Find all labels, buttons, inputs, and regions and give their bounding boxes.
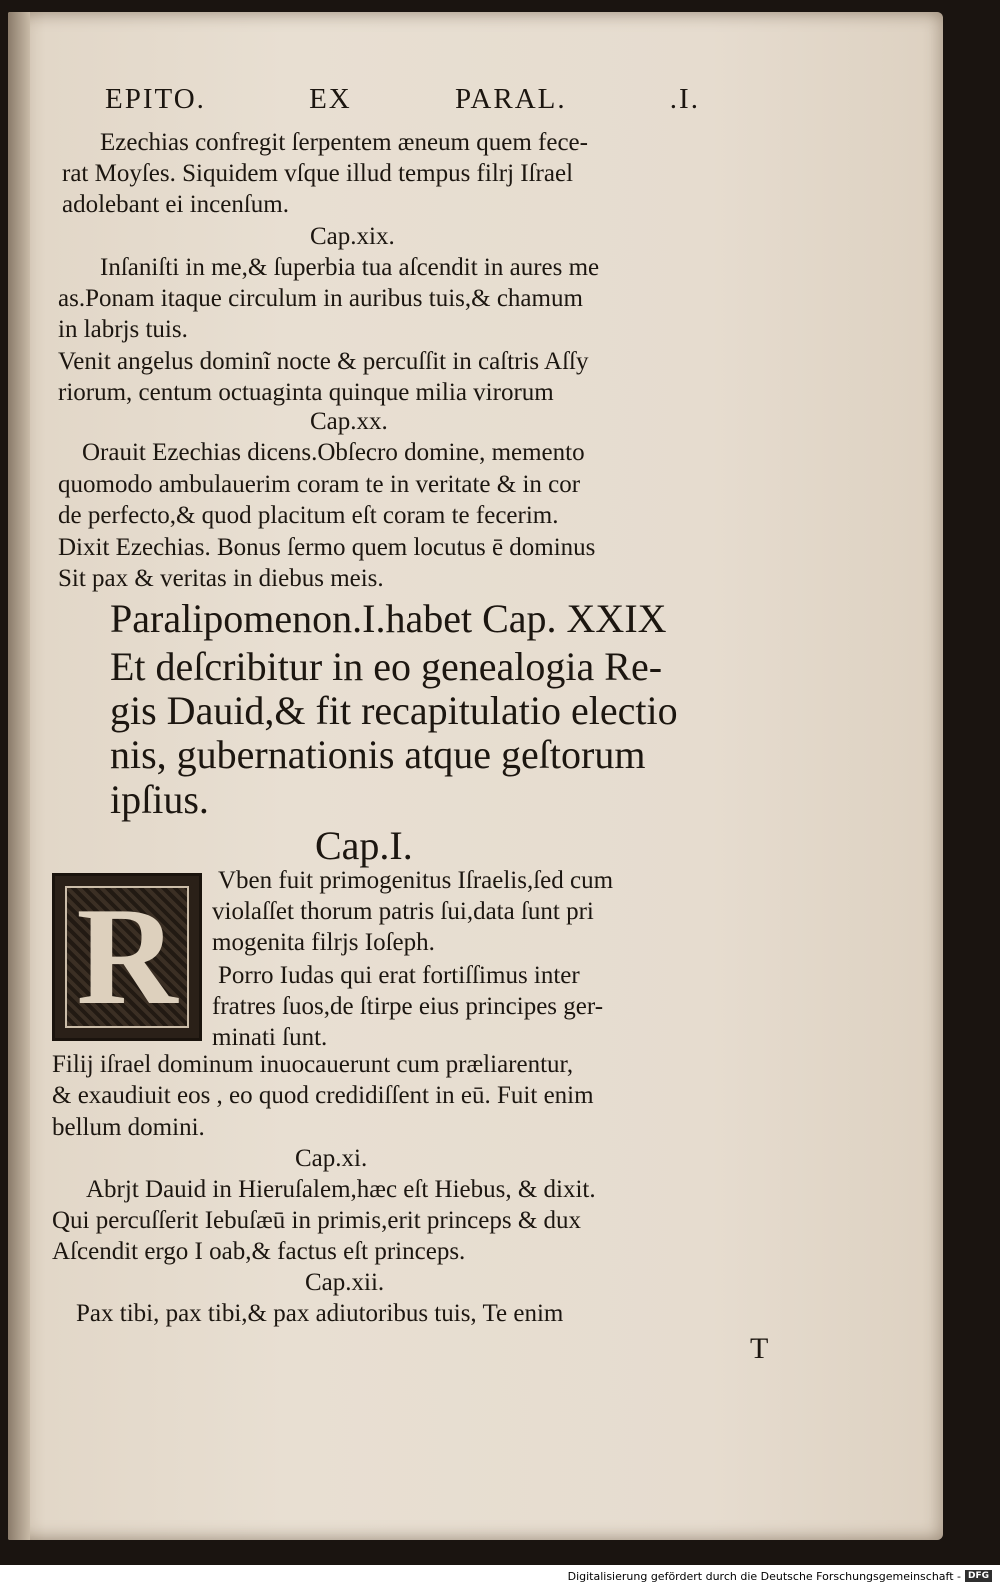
text-line: Dixit Ezechias. Bonus ſermo quem locutus ē dominus [58, 534, 596, 561]
text-line: Qui percuſſerit Iebuſæū in primis,erit princeps & dux [52, 1207, 582, 1234]
text-line: Abrjt Dauid in Hieruſalem,hæc eſt Hiebus, & dixit. [86, 1176, 596, 1203]
text-line: Pax tibi, pax tibi,& pax adiutoribus tuis, Te enim [76, 1300, 564, 1327]
text-line: Orauit Ezechias dicens.Obſecro domine, memento [82, 439, 585, 466]
header-center: EX [309, 83, 352, 115]
text-line: minati ſunt. [212, 1024, 328, 1051]
decorated-initial [52, 873, 202, 1041]
text-line: quomodo ambulauerim coram te in veritate & in cor [58, 471, 581, 498]
chapter-heading: Cap.xix. [310, 223, 395, 250]
chapter-heading: Cap.xi. [295, 1145, 368, 1172]
text-line: Aſcendit ergo I oab,& factus eſt princeps. [52, 1238, 466, 1265]
text-line: fratres ſuos,de ſtirpe eius principes ger- [212, 993, 604, 1020]
text-line: mogenita filrjs Ioſeph. [212, 929, 435, 956]
text-line: riorum, centum octuaginta quinque milia virorum [58, 379, 554, 406]
text-line: & exaudiuit eos , eo quod credidiſſent in eū. Fuit enim [52, 1082, 594, 1109]
text-line: bellum domini. [52, 1114, 205, 1141]
text-line: in labrjs tuis. [58, 316, 188, 343]
initial-letter: R [76, 879, 178, 1034]
chapter-heading: Cap.I. [315, 823, 413, 868]
text-line: violaſſet thorum patris ſui,data ſunt pri [212, 898, 594, 925]
section-heading-line: Paralipomenon.I.habet Cap. XXIX [110, 596, 667, 641]
running-header [105, 83, 700, 116]
text-line: Filij iſrael dominum inuocauerunt cum præliarentur, [52, 1051, 574, 1078]
dfg-logo: DFG [965, 1570, 992, 1582]
text-line: Venit angelus dominĩ nocte & percuſſit in caſtris Aſſy [58, 348, 589, 375]
section-heading-line: ipſius. [110, 777, 209, 822]
text-line: Vben fuit primogenitus Iſraelis,ſed cum [218, 867, 614, 894]
header-page: .I. [669, 83, 700, 115]
footer-text: Digitalisierung gefördert durch die Deutsche Forschungsgemeinschaft - [567, 1569, 961, 1583]
text-line: Inſaniſti in me,& ſuperbia tua aſcendit in aures me [100, 254, 600, 281]
text-line: Porro Iudas qui erat fortiſſimus inter [218, 962, 580, 989]
section-heading-line: nis, gubernationis atque geſtorum [110, 732, 646, 777]
text-line: as.Ponam itaque circulum in auribus tuis,& chamum [58, 285, 583, 312]
chapter-heading: Cap.xx. [310, 408, 388, 435]
chapter-heading: Cap.xii. [305, 1269, 385, 1296]
digitization-footer [568, 1567, 992, 1585]
text-line: rat Moyſes. Siquidem vſque illud tempus filrj Iſrael [62, 160, 574, 187]
text-line: Sit pax & veritas in diebus meis. [58, 565, 384, 592]
section-heading-line: Et deſcribitur in eo genealogia Re- [110, 644, 663, 689]
text-line: Ezechias confregit ſerpentem æneum quem fece- [100, 129, 588, 156]
header-left: EPITO. [105, 83, 206, 115]
text-line: de perfecto,& quod placitum eſt coram te fecerim. [58, 502, 559, 529]
text-line: adolebant ei incenſum. [62, 191, 290, 218]
signature-mark: T [750, 1332, 769, 1365]
initial-frame [65, 879, 189, 1034]
section-heading-line: gis Dauid,& fit recapitulatio electio [110, 688, 678, 733]
header-right: PARAL. [454, 83, 567, 115]
